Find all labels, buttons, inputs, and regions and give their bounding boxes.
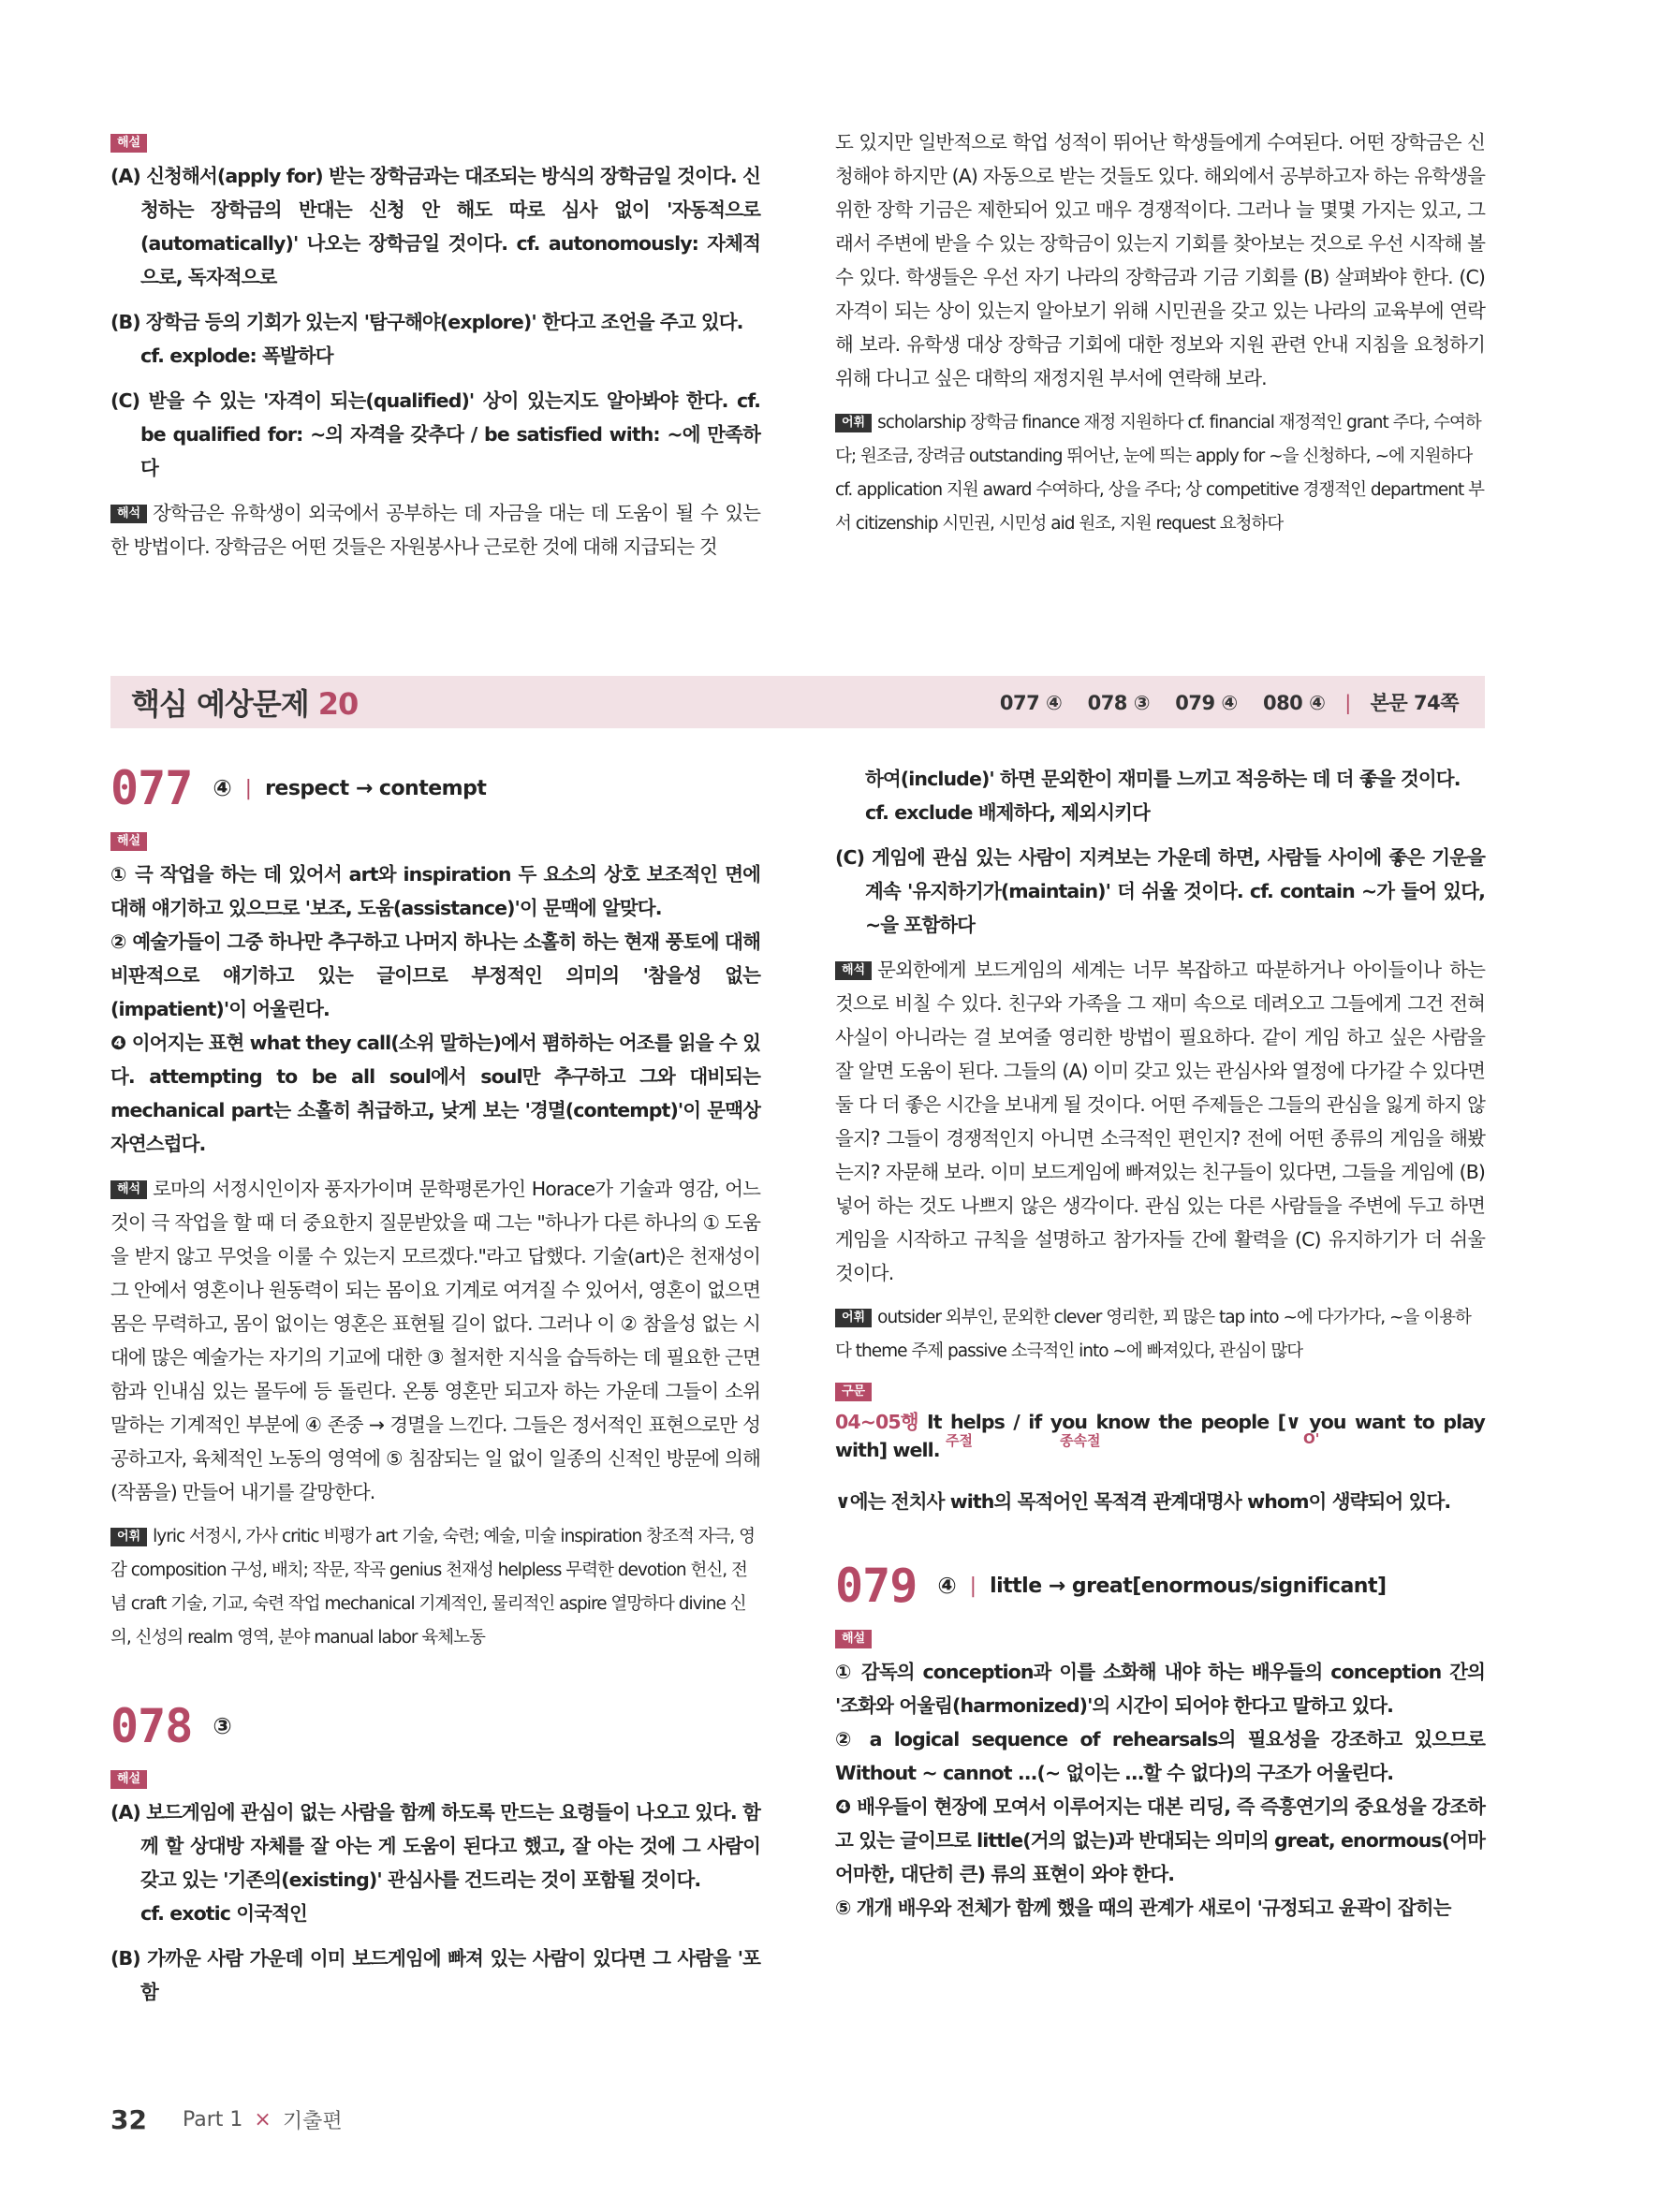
q078-explanation-a: (A) 보드게임에 관심이 없는 사람을 함께 하도록 만드는 요령들이 나오고 있다. 함께 할 상대방 자체를 잘 아는 게 도움이 된다고 했고, 잘 아는 것에 그 사람이 갖고 있는 '기존의(existing)' 관심사를 건드리는 것이 포함될 것이다.	[110, 1801, 760, 1891]
q077-translation-text: 로마의 서정시인이자 풍자가이며 문학평론가인 Horace가 기술과 영감, 어느 것이 극 작업을 할 때 더 중요한지 질문받았을 때 그는 "하나가 다른 하나의 ① 도움을 받지 않고 무엇을 이룰 수 있는지 모르겠다."라고 답했다. 기술(art)은 천재성이 그 안에서 영혼이나 원동력이 되는 몸이요 기계로 여겨질 수 있어서, 영혼이 없으면 몸은 무력하고, 몸이 없이는 영혼은 표현될 길이 없다. 그러나 이 ② 참을성 없는 시대에 많은 예술가는 자기의 기교에 대한 ③ 철저한 지식을 습득하는 데 필요한 근면함과 인내심 있는 몰두에 등 돌린다. 온통 영혼만 되고자 하는 가운데 그들이 소위 말하는 기계적인 부분에 ④ 존중 → 경멸을 느낀다. 그들은 정서적인 표현으로만 성공하고자, 육체적인 노동의 영역에 ⑤ 침잠되는 일 없이 일종의 신적인 방문에 의해 (작품을) 만들어 내기를 갈망한다.	[110, 1178, 760, 1503]
q078-explanation-b-cont: 하여(include)' 하면 문외한이 재미를 느끼고 적응하는 데 더 좋을 것이다.	[865, 768, 1461, 790]
translation-tag: 해석	[835, 961, 872, 980]
q077-vocab-text: lyric 서정시, 가사 critic 비평가 art 기술, 숙련; 예술, 미술 inspiration 창조적 자극, 영감 composition 구성, 배치; 작문, 작곡 genius 천재성 helpless 무력한 devotion 헌신, 전념 craft 기술, 기교, 숙련 작업 mechanical 기계적인, 물리적인 aspire 열망하다 divine 신의, 신성의 realm 영역, 분야 manual labor 육체노동	[110, 1527, 755, 1648]
q079-point-5: ⑤ 개개 배우와 전체가 함께 했을 때의 관계가 새로이 '규정되고 윤곽이 잡히는	[835, 1897, 1451, 1919]
bottom-left-column	[110, 760, 760, 2009]
top-left-column	[110, 131, 760, 564]
translation-tag: 해석	[110, 505, 147, 523]
q077-point-1: ① 극 작업을 하는 데 있어서 art와 inspiration 두 요소의 상호 보조적인 면에 대해 얘기하고 있으므로 '보조, 도움(assistance)'이 문맥에 알맞다.	[110, 863, 760, 919]
explanation-tag: 해설	[110, 134, 147, 153]
q078-explanation-b-cf: cf. exclude 배제하다, 제외시키다	[865, 801, 1150, 824]
question-079-header	[835, 1558, 1485, 1614]
q077-vocabulary	[110, 1520, 760, 1655]
q077-translation	[110, 1172, 760, 1509]
banner-page-ref: 본문 74쪽	[1370, 692, 1459, 714]
explanation-tag: 해설	[110, 832, 147, 851]
q078-explanation-b: (B) 가까운 사람 가운데 이미 보드게임에 빠져 있는 사람이 있다면 그 사람을 '포함	[110, 1947, 760, 2003]
syntax-label-sub: 종속절	[1060, 1432, 1101, 1449]
syntax-label-main: 주절	[946, 1432, 973, 1449]
top-right-column	[835, 125, 1485, 541]
answer-077: 077 ④	[999, 692, 1063, 714]
explanation-c: (C) 받을 수 있는 '자격이 되는(qualified)' 상이 있는지도 알아봐야 한다. cf. be qualified for: ~의 자격을 갖추다 / be satisfied with: ~에 만족하다	[110, 389, 760, 479]
footer-section: 기출편	[282, 2110, 343, 2133]
question-077-number: 077	[110, 761, 193, 815]
answer-079: 079 ④	[1175, 692, 1238, 714]
banner-title	[131, 681, 358, 724]
answer-080: 080 ④	[1262, 692, 1326, 714]
explanation-a: (A) 신청해서(apply for) 받는 장학금과는 대조되는 방식의 장학금일 것이다. 신청하는 장학금의 반대는 신청 안 해도 따로 심사 없이 '자동적으로(automatically)' 나오는 장학금일 것이다. cf. autonomously: 자체적으로, 독자적으로	[110, 165, 760, 288]
q077-point-2: ② 예술가들이 그중 하나만 추구하고 나머지 하나는 소홀히 하는 현재 풍토에 대해 비판적으로 얘기하고 있는 글이므로 부정적인 의미의 '참을성 없는(impatient)'이 어울린다.	[110, 930, 760, 1020]
banner-title-prefix: 핵심 예상문제	[131, 686, 309, 722]
question-078-answer: ③	[213, 1713, 232, 1739]
q078-syntax	[835, 1408, 1485, 1464]
question-079-separator: |	[969, 1574, 977, 1598]
vocab-tag: 어휘	[835, 414, 872, 432]
section-banner	[110, 676, 1485, 728]
question-079-answer: ④	[937, 1573, 957, 1599]
translation-start	[110, 496, 760, 564]
q078-vocabulary	[835, 1301, 1485, 1369]
syntax-label-object: O'	[1303, 1430, 1320, 1447]
q079-point-2: ② a logical sequence of rehearsals의 필요성을 강조하고 있으므로 Without ~ cannot ...(~ 없이는 …할 수 없다)의 구조가 어울린다.	[835, 1728, 1485, 1784]
bottom-right-column	[835, 762, 1485, 1925]
banner-title-number: 20	[317, 686, 359, 722]
q078-vocab-text: outsider 외부인, 문외한 clever 영리한, 꾀 많은 tap into ~에 다가가다, ~을 이용하다 theme 주제 passive 소극적인 into ~에 빠져있다, 관심이 많다	[835, 1308, 1471, 1361]
question-077-answer: ④	[213, 775, 232, 801]
vocab-tag: 어휘	[835, 1309, 872, 1327]
syntax-note: ∨에는 전치사 with의 목적어인 목적격 관계대명사 whom이 생략되어 있다.	[835, 1490, 1451, 1513]
syntax-tag: 구문	[835, 1383, 872, 1401]
question-077-header	[110, 760, 760, 816]
answer-078: 078 ③	[1087, 692, 1151, 714]
explanation-tag: 해설	[835, 1630, 872, 1648]
footer-separator: ×	[254, 2108, 272, 2131]
q078-explanation-c: (C) 게임에 관심 있는 사람이 지켜보는 가운데 하면, 사람들 사이에 좋은 기운을 계속 '유지하기가(maintain)' 더 쉬울 것이다. cf. contain ~가 들어 있다, ~을 포함하다	[835, 846, 1485, 936]
syntax-sentence: It helps / if you know the people [∨ you want to play with] well.	[835, 1411, 1485, 1461]
translation-tag: 해석	[110, 1180, 147, 1199]
syntax-line-ref: 04~05행	[835, 1411, 918, 1433]
vocabulary-block	[835, 406, 1485, 541]
q079-point-1: ① 감독의 conception과 이를 소화해 내야 하는 배우들의 conception 간의 '조화와 어울림(harmonized)'의 시간이 되어야 한다고 말하고 있다.	[835, 1661, 1485, 1717]
page-number: 32	[110, 2104, 147, 2135]
q079-point-4: ❹ 배우들이 현장에 모여서 이루어지는 대본 리딩, 즉 즉흥연기의 중요성을 강조하고 있는 글이므로 little(거의 없는)과 반대되는 의미의 great, enormous(어마어마한, 대단히 큰) 류의 표현이 와야 한다.	[835, 1795, 1485, 1885]
translation-continued: 도 있지만 일반적으로 학업 성적이 뛰어난 학생들에게 수여된다. 어떤 장학금은 신청해야 하지만 (A) 자동으로 받는 것들도 있다. 해외에서 공부하고자 하는 유학생을 위한 장학 기금은 제한되어 있고 매우 경쟁적이다. 그러나 늘 몇몇 가지는 있고, 그래서 주변에 받을 수 있는 장학금이 있는지 기회를 찾아보는 것으로 우선 시작해 볼 수 있다. 학생들은 우선 자기 나라의 장학금과 기금 기회를 (B) 살펴봐야 한다. (C) 자격이 되는 상이 있는지 알아보기 위해 시민권을 갖고 있는 나라의 교육부에 연락해 보라. 유학생 대상 장학금 기회에 대한 정보와 지원 관련 안내 지침을 요청하기 위해 다니고 싶은 대학의 재정지원 부서에 연락해 보라.	[835, 131, 1485, 389]
explanation-tag: 해설	[110, 1770, 147, 1789]
banner-answers	[1000, 688, 1459, 716]
question-079-number: 079	[835, 1559, 918, 1613]
explanation-b: (B) 장학금 등의 기회가 있는지 '탐구해야(explore)' 한다고 조언을 주고 있다.	[110, 311, 743, 333]
translation-text: 장학금은 유학생이 외국에서 공부하는 데 자금을 대는 데 도움이 될 수 있는 한 방법이다. 장학금은 어떤 것들은 자원봉사나 근로한 것에 대해 지급되는 것	[110, 502, 760, 558]
explanation-b-cf: cf. explode: 폭발하다	[140, 344, 333, 367]
question-079-title: little → great[enormous/significant]	[990, 1574, 1387, 1598]
page-footer	[110, 2104, 343, 2135]
footer-part: Part 1	[182, 2108, 243, 2131]
question-077-separator: |	[244, 776, 253, 800]
question-078-number: 078	[110, 1699, 193, 1753]
q078-explanation-a-cf: cf. exotic 이국적인	[140, 1902, 307, 1925]
question-077-title: respect → contempt	[265, 776, 487, 800]
question-078-header	[110, 1698, 760, 1754]
q078-translation	[835, 953, 1485, 1290]
q077-point-4: ❹ 이어지는 표현 what they call(소위 말하는)에서 폄하하는 어조를 읽을 수 있다. attempting to be all soul에서 soul만 추구하고 그와 대비되는 mechanical part는 소홀히 취급하고, 낮게 보는 '경멸(contempt)'이 문맥상 자연스럽다.	[110, 1032, 760, 1155]
vocab-text: scholarship 장학금 finance 재정 지원하다 cf. financial 재정적인 grant 주다, 수여하다; 원조금, 장려금 outstanding 뛰어난, 눈에 띄는 apply for ~을 신청하다, ~에 지원하다 cf. application 지원 award 수여하다, 상을 주다; 상 competitive 경쟁적인 department 부서 citizenship 시민권, 시민성 aid 원조, 지원 request 요청하다	[835, 413, 1485, 534]
q078-translation-text: 문외한에게 보드게임의 세계는 너무 복잡하고 따분하거나 아이들이나 하는 것으로 비칠 수 있다. 친구와 가족을 그 재미 속으로 데려오고 그들에게 그건 전혀 사실이 아니라는 걸 보여줄 영리한 방법이 필요하다. 같이 게임 하고 싶은 사람을 잘 알면 도움이 된다. 그들의 (A) 이미 갖고 있는 관심사와 열정에 다가갈 수 있다면 둘 다 더 좋은 시간을 보내게 될 것이다. 어떤 주제들은 그들의 관심을 잃게 하지 않을지? 그들이 경쟁적인지 아니면 소극적인 편인지? 전에 어떤 종류의 게임을 해봤는지? 자문해 보라. 이미 보드게임에 빠져있는 친구들이 있다면, 그들을 게임에 (B) 넣어 하는 것도 나쁘지 않은 생각이다. 관심 있는 다른 사람들을 주변에 두고 하면 게임을 시작하고 규칙을 설명하고 참가자들 간에 활력을 (C) 유지하기가 더 쉬울 것이다.	[835, 959, 1485, 1284]
vocab-tag: 어휘	[110, 1528, 147, 1546]
banner-separator: |	[1344, 692, 1351, 714]
